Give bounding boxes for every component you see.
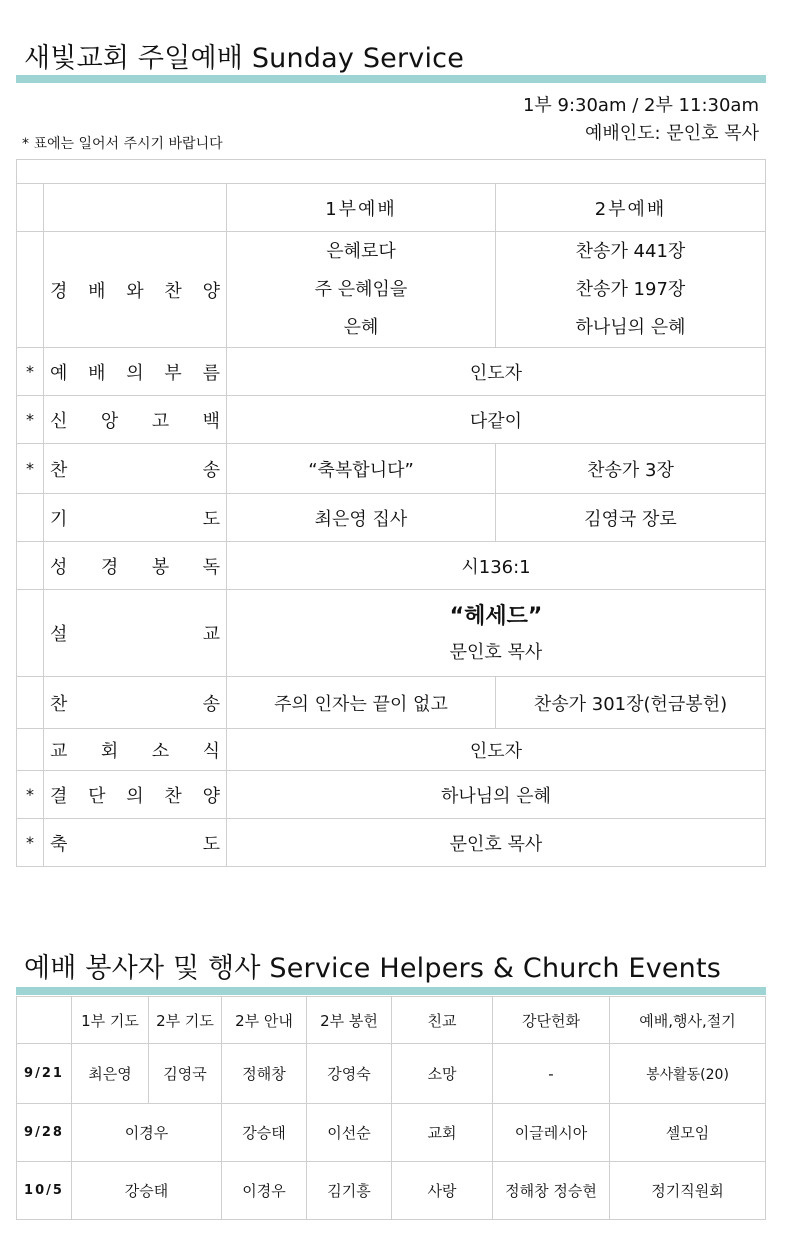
row-value: 하나님의 은혜	[227, 771, 766, 819]
sermon-preacher: 문인호 목사	[449, 642, 543, 663]
label-char: 찬	[164, 785, 182, 807]
label-char: 결	[50, 785, 68, 807]
label-char: 와	[126, 280, 144, 302]
label-char: 기	[50, 508, 68, 530]
label-char: 앙	[100, 410, 119, 432]
label-char: 부	[164, 362, 182, 384]
label-char: 회	[100, 740, 119, 762]
col-header-2: 2부예배	[496, 184, 766, 232]
table-cell: 이선순	[307, 1104, 392, 1162]
label-char: 양	[202, 280, 220, 302]
row-label	[50, 359, 220, 385]
label-char: 축	[50, 833, 68, 855]
helpers-row	[17, 1162, 766, 1220]
date-cell: 10/5	[17, 1162, 72, 1220]
row-prayer	[17, 494, 766, 542]
label-char: 찬	[164, 280, 182, 302]
table-cell: 봉사활동(20)	[610, 1044, 766, 1104]
row-value-1: 최은영 집사	[227, 494, 496, 542]
service-times-block	[523, 92, 759, 148]
table-cell: 이경우	[72, 1104, 222, 1162]
table-cell: 강영숙	[307, 1044, 392, 1104]
label-char: 송	[202, 693, 220, 715]
praise-hymn-3: 하나님의 은혜	[575, 316, 686, 338]
table-cell: 이글레시아	[493, 1104, 610, 1162]
table-cell: 셀모임	[610, 1104, 766, 1162]
header-cell: 친교	[392, 997, 493, 1044]
row-label	[50, 690, 220, 716]
table-cell: 사랑	[392, 1162, 493, 1220]
table-cell: 강승태	[222, 1104, 307, 1162]
row-label	[50, 277, 220, 303]
row-hymn-1	[17, 444, 766, 494]
row-value: 인도자	[227, 348, 766, 396]
helpers-title-underline	[16, 987, 766, 995]
praise-song-1: 은혜로다	[326, 240, 396, 262]
row-label	[50, 553, 220, 579]
praise-song-3: 은혜	[343, 316, 379, 338]
label-char: 소	[151, 740, 170, 762]
table-header-row	[17, 184, 766, 232]
label-char: 교	[50, 740, 68, 762]
row-label	[50, 737, 220, 763]
header-cell: 2부 봉헌	[307, 997, 392, 1044]
table-cell: 소망	[392, 1044, 493, 1104]
label-char: 신	[50, 410, 68, 432]
row-label	[50, 782, 220, 808]
date-cell: 9/28	[17, 1104, 72, 1162]
label-char: 경	[100, 556, 119, 578]
label-char: 경	[50, 280, 68, 302]
label-char: 찬	[50, 459, 68, 481]
row-value: 문인호 목사	[227, 819, 766, 867]
label-char: 배	[88, 280, 106, 302]
label-char: 봉	[151, 556, 170, 578]
row-value: 인도자	[227, 729, 766, 771]
label-char: 교	[202, 624, 220, 645]
table-spacer-row	[17, 160, 766, 184]
row-label	[50, 620, 220, 646]
table-cell: 김영국	[149, 1044, 222, 1104]
standing-mark: *	[17, 396, 44, 444]
helpers-title: 예배 봉사자 및 행사 Service Helpers & Church Events	[24, 953, 722, 984]
label-char: 성	[50, 556, 68, 578]
row-label	[50, 830, 220, 856]
row-value-1: 주의 인자는 끝이 없고	[227, 677, 496, 729]
row-label	[50, 505, 220, 531]
standing-mark: *	[17, 771, 44, 819]
service-title: 새빛교회 주일예배 Sunday Service	[24, 43, 465, 74]
row-label	[50, 456, 220, 482]
table-cell: 정해창	[222, 1044, 307, 1104]
label-char: 도	[202, 508, 220, 530]
col-header-1: 1부예배	[227, 184, 496, 232]
standing-mark: *	[17, 444, 44, 494]
table-cell: 최은영	[72, 1044, 149, 1104]
worship-leader: 예배인도: 문인호 목사	[585, 123, 759, 144]
label-char: 송	[202, 459, 220, 481]
table-cell: 교회	[392, 1104, 493, 1162]
label-char: 름	[202, 362, 220, 384]
row-hymn-2	[17, 677, 766, 729]
label-char: 고	[151, 410, 170, 432]
header-cell: 2부 안내	[222, 997, 307, 1044]
table-cell: 김기흥	[307, 1162, 392, 1220]
label-char: 설	[50, 624, 68, 645]
table-cell: 강승태	[72, 1162, 222, 1220]
helpers-table	[16, 996, 766, 1220]
label-char: 의	[126, 785, 144, 807]
title-underline	[16, 75, 766, 83]
service-order-table	[16, 159, 766, 867]
label-char: 단	[88, 785, 106, 807]
row-praise	[17, 232, 766, 348]
praise-song-2: 주 은혜임을	[314, 278, 408, 300]
label-char: 백	[202, 410, 220, 432]
label-char: 독	[202, 556, 220, 578]
service-times: 1부 9:30am / 2부 11:30am	[522, 95, 759, 116]
row-call-to-worship	[17, 348, 766, 396]
row-value-2: 김영국 장로	[496, 494, 766, 542]
label-char: 배	[88, 362, 106, 384]
row-response	[17, 771, 766, 819]
row-creed	[17, 396, 766, 444]
header-cell: 1부 기도	[72, 997, 149, 1044]
label-char: 식	[202, 740, 220, 762]
standing-mark: *	[17, 819, 44, 867]
sermon-title: “헤세드”	[449, 604, 543, 629]
label-char: 양	[202, 785, 220, 807]
row-benediction	[17, 819, 766, 867]
label-char: 의	[126, 362, 144, 384]
row-value: 다같이	[227, 396, 766, 444]
row-value-2: 찬송가 301장(헌금봉헌)	[496, 677, 766, 729]
helpers-row	[17, 1044, 766, 1104]
row-scripture	[17, 542, 766, 590]
row-church-news	[17, 729, 766, 771]
table-cell: 이경우	[222, 1162, 307, 1220]
standing-note: * 표에는 일어서 주시기 바랍니다	[22, 136, 223, 152]
row-value-2: 찬송가 3장	[496, 444, 766, 494]
standing-mark: *	[17, 348, 44, 396]
helpers-row	[17, 1104, 766, 1162]
header-cell: 예배,행사,절기	[610, 997, 766, 1044]
table-cell: 정기직원회	[610, 1162, 766, 1220]
date-cell: 9/21	[17, 1044, 72, 1104]
label-char: 찬	[50, 693, 68, 715]
header-cell: 2부 기도	[149, 997, 222, 1044]
table-cell: -	[493, 1044, 610, 1104]
label-char: 도	[202, 833, 220, 855]
row-label	[50, 407, 220, 433]
helpers-header-row	[17, 997, 766, 1044]
label-char: 예	[50, 362, 68, 384]
praise-hymn-1: 찬송가 441장	[575, 240, 686, 262]
row-value: 시136:1	[227, 542, 766, 590]
praise-hymn-2: 찬송가 197장	[575, 278, 686, 300]
table-cell: 정해창 정승현	[493, 1162, 610, 1220]
header-cell: 강단헌화	[493, 997, 610, 1044]
row-value-1: “축복합니다”	[227, 444, 496, 494]
row-sermon	[17, 590, 766, 677]
